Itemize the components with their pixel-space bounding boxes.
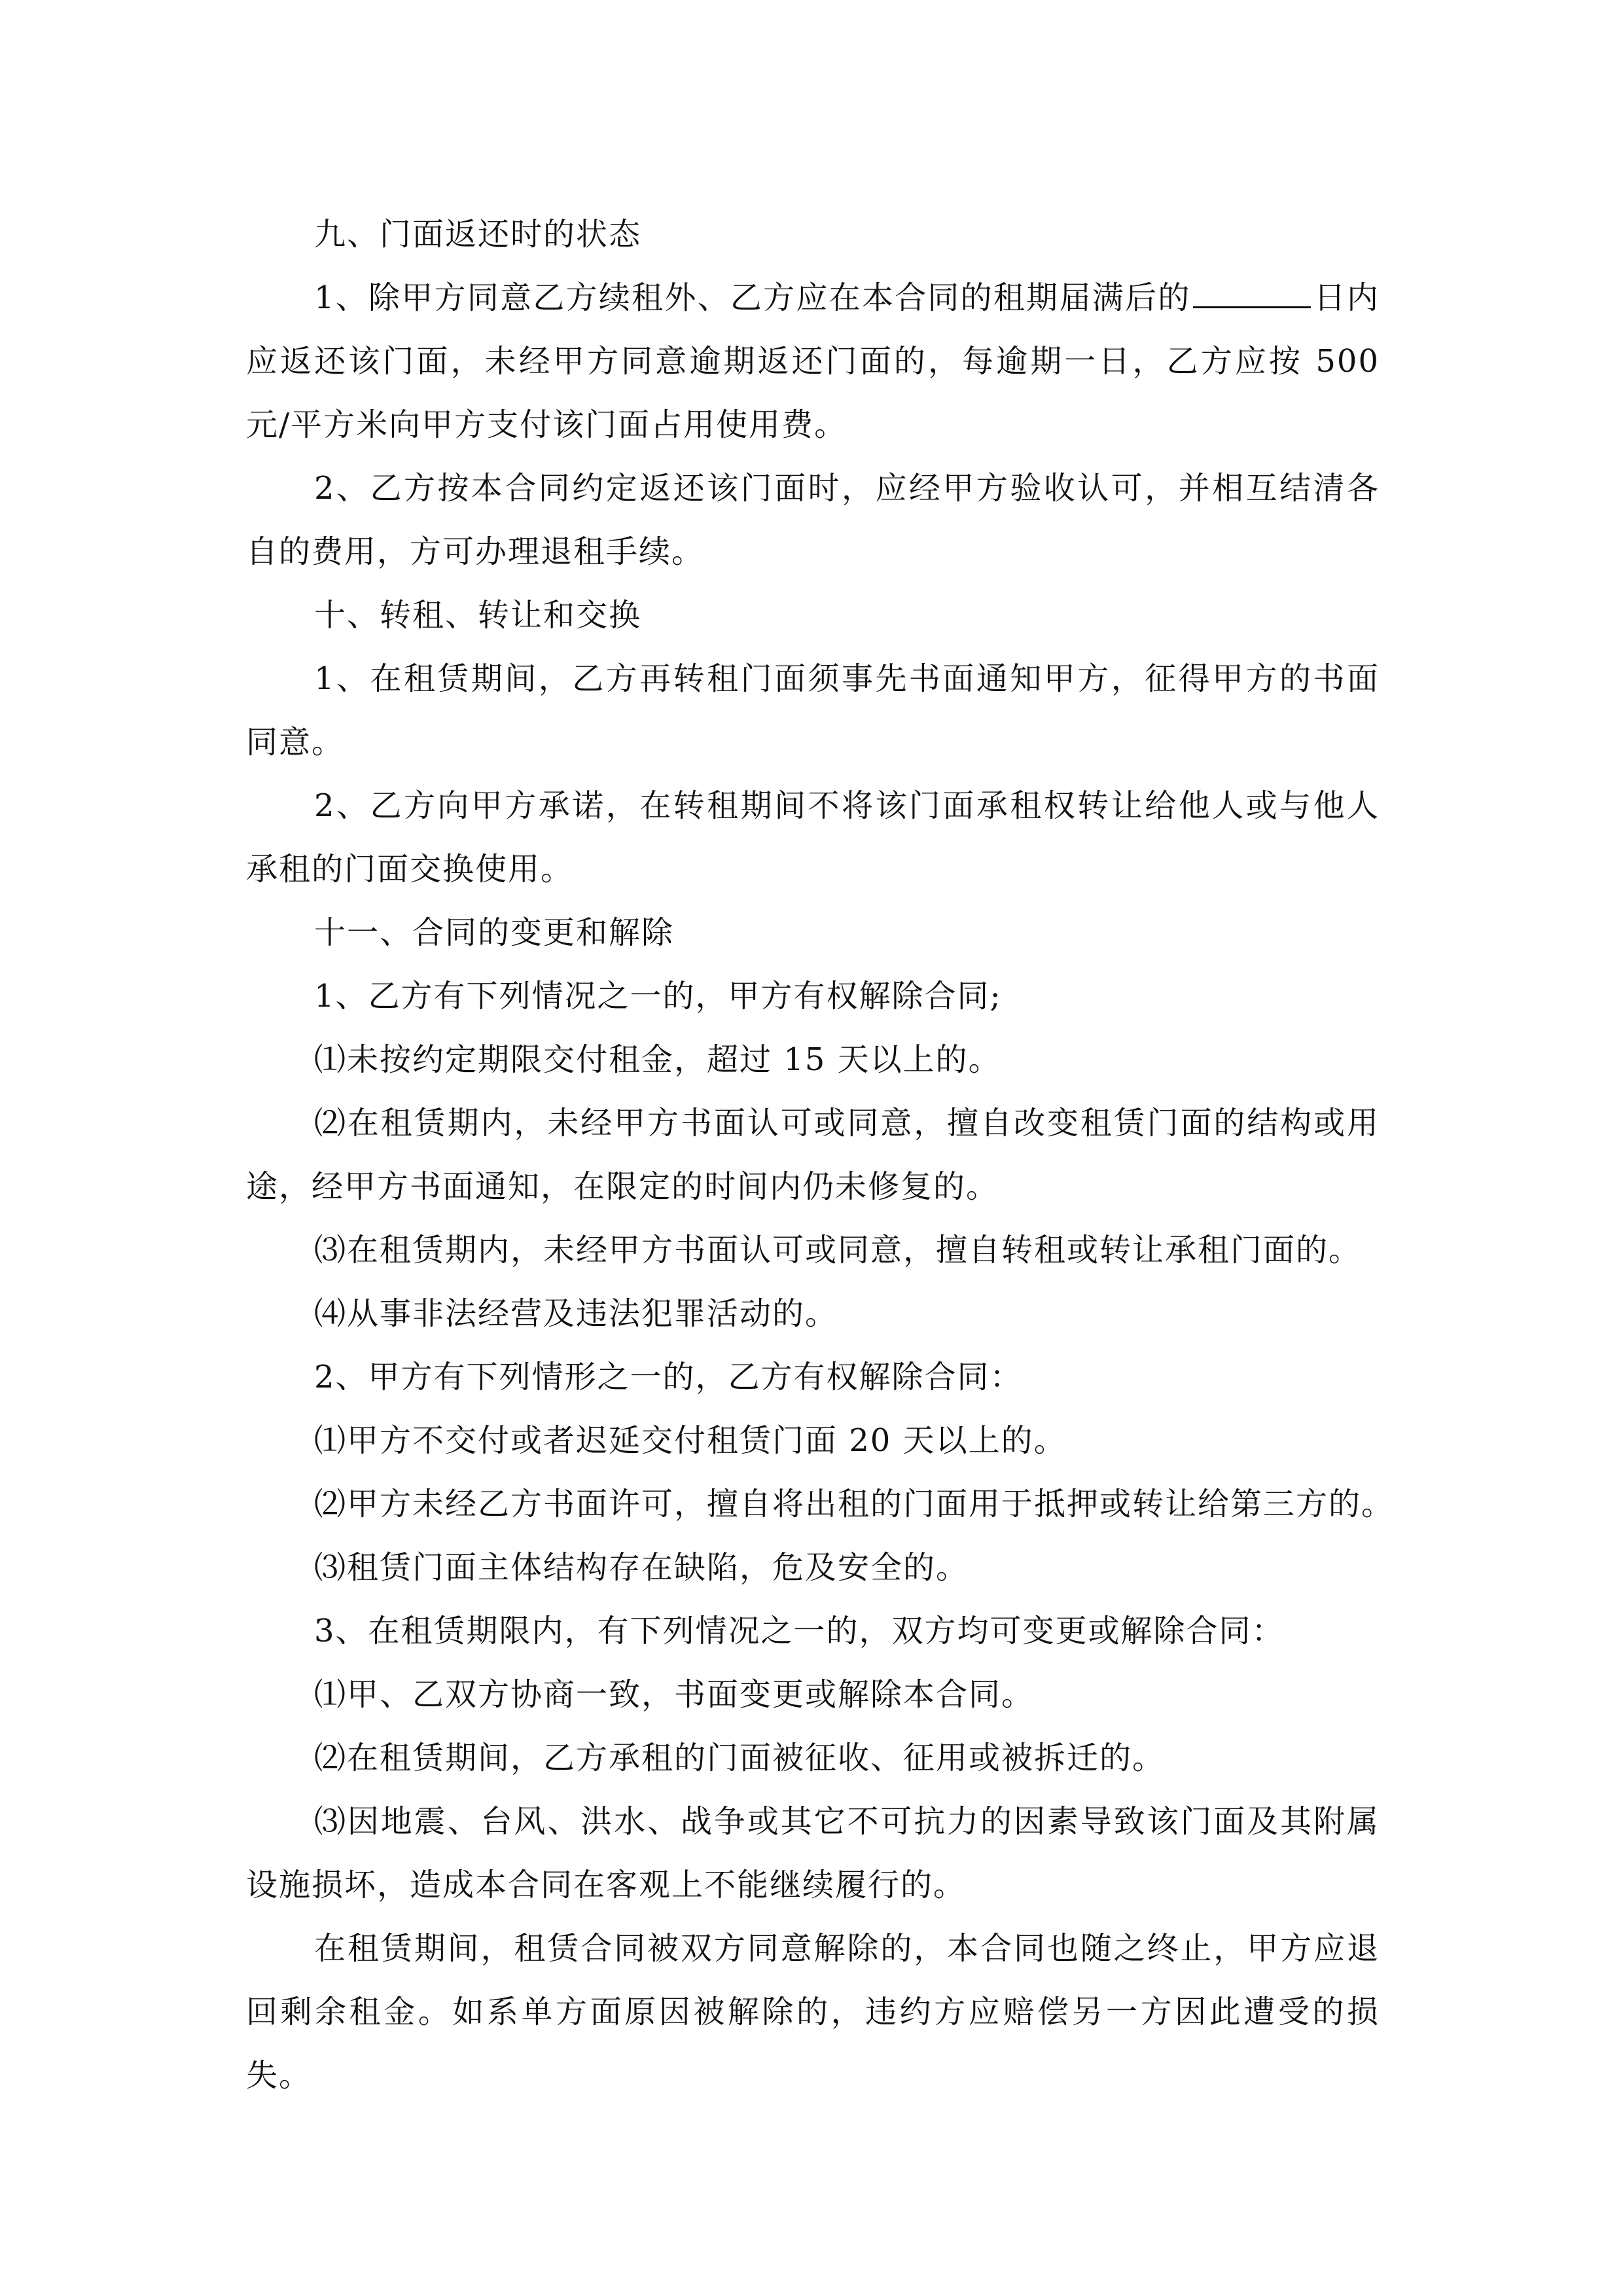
list-item-11-2-2: ⑵甲方未经乙方书面许可，擅自将出租的门面用于抵押或转让给第三方的。 (314, 1486, 1395, 1522)
paragraph-9-1-start: 1、除甲方同意乙方续租外、乙方应在本合同的租期届满后的 (314, 279, 1191, 316)
paragraph-9-1 (246, 266, 1380, 457)
list-item-11-1-3: ⑶在租赁期内，未经甲方书面认可或同意，擅自转租或转让承租门面的。 (314, 1232, 1362, 1268)
list-item-11-2-3: ⑶租赁门面主体结构存在缺陷，危及安全的。 (314, 1549, 969, 1586)
list-item-11-3-2: ⑵在租赁期间，乙方承租的门面被征收、征用或被拆迁的。 (314, 1740, 1166, 1776)
paragraph-closing: 在租赁期间，租赁合同被双方同意解除的，本合同也随之终止，甲方应退回剩余租金。如系单方面原因被解除的，违约方应赔偿另一方因此遭受的损失。 (246, 1930, 1380, 2094)
paragraph-11-1: 1、乙方有下列情况之一的，甲方有权解除合同; (314, 978, 1002, 1014)
section-heading-9: 九、门面返还时的状态 (314, 216, 642, 253)
list-item-11-2-1: ⑴甲方不交付或者迟延交付租赁门面 20 天以上的。 (314, 1422, 1067, 1459)
paragraph-11-3: 3、在租赁期限内，有下列情况之一的，双方均可变更或解除合同： (314, 1613, 1285, 1649)
section-heading-11: 十一、合同的变更和解除 (314, 914, 675, 951)
list-item-11-3-1: ⑴甲、乙双方协商一致，书面变更或解除本合同。 (314, 1676, 1035, 1713)
paragraph-10-2: 2、乙方向甲方承诺，在转租期间不将该门面承租权转让给他人或与他人承租的门面交换使用。 (246, 787, 1380, 888)
list-item-11-1-2: ⑵在租赁期内，未经甲方书面认可或同意，擅自改变租赁门面的结构或用途，经甲方书面通知，在限定的时间内仍未修复的。 (246, 1105, 1380, 1205)
section-heading-10: 十、转租、转让和交换 (314, 597, 642, 634)
list-item-11-1-4: ⑷从事非法经营及违法犯罪活动的。 (314, 1295, 838, 1332)
paragraph-10-1: 1、在租赁期间，乙方再转租门面须事先书面通知甲方，征得甲方的书面同意。 (246, 660, 1380, 761)
list-item-11-3-3: ⑶因地震、台风、洪水、战争或其它不可抗力的因素导致该门面及其附属设施损坏，造成本合同在客观上不能继续履行的。 (246, 1803, 1380, 1903)
document-body (246, 203, 1395, 2108)
list-item-11-1-1: ⑴未按约定期限交付租金，超过 15 天以上的。 (314, 1041, 1001, 1078)
fill-in-blank-days (1193, 280, 1311, 308)
paragraph-9-2: 2、乙方按本合同约定返还该门面时，应经甲方验收认可，并相互结清各自的费用，方可办理退租手续。 (246, 470, 1380, 570)
paragraph-9-1-end: 日内应返还该门面，未经甲方同意逾期返还门面的，每逾期一日，乙方应按 500 元/平方米向甲方支付该门面占用使用费。 (246, 279, 1380, 443)
paragraph-11-2: 2、甲方有下列情形之一的，乙方有权解除合同： (314, 1359, 1023, 1395)
